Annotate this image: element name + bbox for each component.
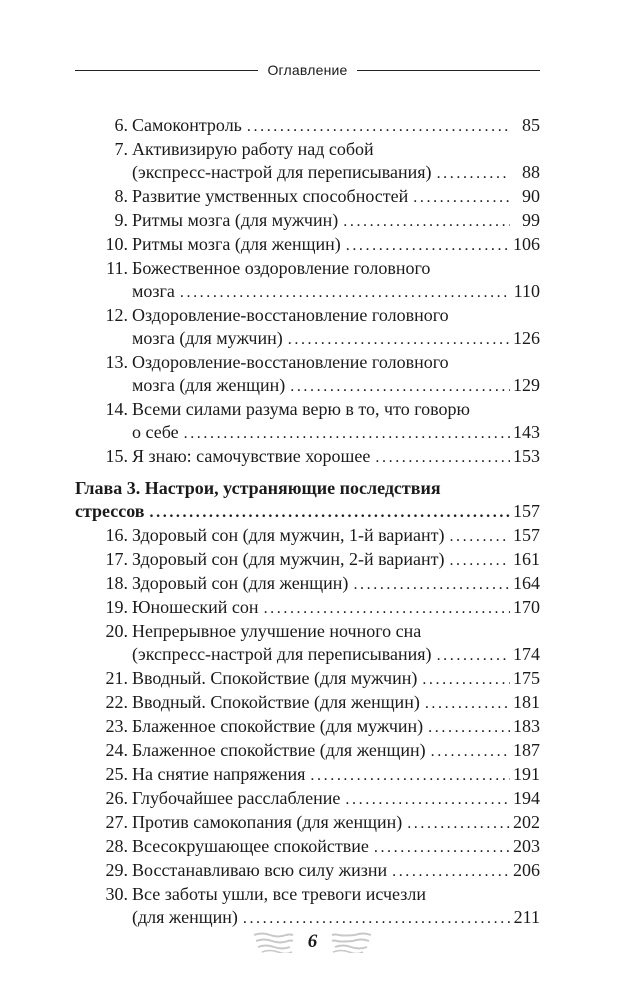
entry-number: 24. <box>105 740 128 760</box>
entry-title-line: Самоконтроль <box>132 115 242 135</box>
entry-number: 7. <box>114 139 128 159</box>
entry-page-number: 191 <box>513 764 540 784</box>
entry-number: 27. <box>105 812 128 832</box>
entry-page-number: 164 <box>513 573 540 593</box>
entry-number: 19. <box>105 597 128 617</box>
entry-number: 16. <box>105 525 128 545</box>
toc-entry[interactable] <box>75 787 540 811</box>
entry-title-line: Я знаю: самочувствие хорошее <box>132 446 371 466</box>
header-rule-left <box>75 70 258 71</box>
dot-leader <box>348 573 510 596</box>
toc-entry[interactable] <box>75 763 540 787</box>
dot-leader <box>283 328 510 351</box>
dot-leader <box>423 716 510 739</box>
entry-page-number: 211 <box>513 907 540 927</box>
entry-title-line: Развитие умственных способностей <box>132 186 409 206</box>
dot-leader <box>175 281 510 304</box>
entry-title-line: Восстанавливаю всю силу жизни <box>132 860 388 880</box>
toc-entry[interactable] <box>75 667 540 691</box>
dot-leader <box>370 446 510 469</box>
dot-leader <box>285 375 510 398</box>
entry-number: 8. <box>114 186 128 206</box>
entry-number: 13. <box>105 352 128 372</box>
entry-page-number: 90 <box>522 186 540 206</box>
entry-number: 9. <box>114 210 128 230</box>
entry-title-line: Непрерывное улучшение ночного сна <box>132 621 422 641</box>
entry-number: 26. <box>105 788 128 808</box>
entry-page-number: 110 <box>513 281 540 301</box>
entry-title-line: Блаженное спокойствие (для женщин) <box>132 740 426 760</box>
entry-title-line: мозга <box>132 281 175 301</box>
entry-title-line: (экспресс-настрой для переписывания) <box>132 644 432 664</box>
toc-entry[interactable] <box>75 114 540 138</box>
dot-leader <box>420 692 510 715</box>
entry-title-line: о себе <box>132 422 179 442</box>
entry-page-number: 88 <box>522 162 540 182</box>
dot-leader <box>432 162 510 185</box>
entry-page-number: 203 <box>513 836 540 856</box>
entry-title-line: Блаженное спокойствие (для мужчин) <box>132 716 424 736</box>
toc-entry[interactable] <box>75 835 540 859</box>
entry-number: 22. <box>105 692 128 712</box>
wave-ornament-right-icon <box>331 931 373 953</box>
entry-page-number: 143 <box>513 422 540 442</box>
dot-leader <box>179 422 510 445</box>
chapter-title-line: стрессов <box>75 501 145 521</box>
entry-page-number: 153 <box>513 446 540 466</box>
entry-number: 23. <box>105 716 128 736</box>
entry-page-number: 183 <box>513 716 540 736</box>
chapter-heading[interactable] <box>75 477 540 524</box>
dot-leader <box>444 549 510 572</box>
entry-number: 21. <box>105 668 128 688</box>
entry-number: 15. <box>105 446 128 466</box>
entry-number: 28. <box>105 836 128 856</box>
entry-title-line: Всесокрушающее спокойствие <box>132 836 369 856</box>
entry-page-number: 175 <box>513 668 540 688</box>
entry-page-number: 99 <box>522 210 540 230</box>
dot-leader <box>432 644 510 667</box>
entry-title-line: Активизирую работу над собой <box>132 139 374 159</box>
entry-page-number: 157 <box>513 501 540 521</box>
entry-title-line: Здоровый сон (для женщин) <box>132 573 349 593</box>
entry-page-number: 126 <box>513 328 540 348</box>
toc-entry[interactable] <box>75 596 540 620</box>
page-number: 6 <box>307 931 318 952</box>
entry-number: 25. <box>105 764 128 784</box>
toc-entry[interactable] <box>75 691 540 715</box>
dot-leader <box>387 860 510 883</box>
dot-leader <box>242 115 510 138</box>
header-rule-right <box>357 70 540 71</box>
table-of-contents <box>75 114 540 930</box>
entry-page-number: 106 <box>513 234 540 254</box>
dot-leader <box>408 186 510 209</box>
entry-title-line: Оздоровление-восстановление головного <box>132 305 449 325</box>
entry-number: 12. <box>105 305 128 325</box>
entry-title-line: (экспресс-настрой для переписывания) <box>132 162 432 182</box>
entry-title-line: (для женщин) <box>132 907 238 927</box>
toc-entry[interactable] <box>75 398 540 445</box>
toc-entry[interactable] <box>75 859 540 883</box>
entry-page-number: 187 <box>513 740 540 760</box>
entry-title-line: Вводный. Спокойствие (для женщин) <box>132 692 420 712</box>
toc-entry[interactable] <box>75 233 540 257</box>
entry-page-number: 206 <box>513 860 540 880</box>
entry-title-line: Ритмы мозга (для женщин) <box>132 234 341 254</box>
toc-entry[interactable] <box>75 524 540 548</box>
running-header <box>75 62 540 78</box>
dot-leader <box>402 812 510 835</box>
entry-page-number: 194 <box>513 788 540 808</box>
entry-number: 30. <box>105 884 128 904</box>
entry-page-number: 85 <box>522 115 540 135</box>
toc-entry[interactable] <box>75 715 540 739</box>
entry-number: 29. <box>105 860 128 880</box>
header-title: Оглавление <box>267 62 348 78</box>
dot-leader <box>444 525 510 548</box>
dot-leader <box>338 210 510 233</box>
toc-entry[interactable] <box>75 620 540 667</box>
chapter-title-line: Глава 3. Настрои, устраняющие последствия <box>75 478 441 498</box>
toc-entry[interactable] <box>75 548 540 572</box>
entry-number: 20. <box>105 621 128 641</box>
entry-title-line: Глубочайшее расслабление <box>132 788 341 808</box>
entry-title-line: Вводный. Спокойствие (для мужчин) <box>132 668 418 688</box>
toc-entry[interactable] <box>75 257 540 304</box>
entry-page-number: 170 <box>513 597 540 617</box>
entry-number: 10. <box>105 234 128 254</box>
dot-leader <box>305 764 510 787</box>
page-footer <box>0 922 625 962</box>
toc-entry[interactable] <box>75 445 540 469</box>
entry-title-line: Здоровый сон (для мужчин, 1-й вариант) <box>132 525 445 545</box>
toc-entry[interactable] <box>75 811 540 835</box>
entry-page-number: 202 <box>513 812 540 832</box>
entry-title-line: Юношеский сон <box>132 597 259 617</box>
entry-number: 17. <box>105 549 128 569</box>
toc-entry[interactable] <box>75 351 540 398</box>
entry-title-line: Ритмы мозга (для мужчин) <box>132 210 339 230</box>
dot-leader <box>340 788 510 811</box>
dot-leader <box>426 740 510 763</box>
dot-leader <box>145 501 510 524</box>
entry-number: 18. <box>105 573 128 593</box>
entry-title-line: мозга (для женщин) <box>132 375 286 395</box>
entry-number: 14. <box>105 399 128 419</box>
entry-title-line: Всеми силами разума верю в то, что говорю <box>132 399 470 419</box>
wave-ornament-left-icon <box>252 931 294 953</box>
dot-leader <box>369 836 510 859</box>
entry-title-line: Божественное оздоровление головного <box>132 258 431 278</box>
entry-page-number: 129 <box>513 375 540 395</box>
toc-entry[interactable] <box>75 739 540 763</box>
toc-entry[interactable] <box>75 572 540 596</box>
entry-number: 6. <box>114 115 128 135</box>
entry-title-line: На снятие напряжения <box>132 764 306 784</box>
entry-number: 11. <box>106 258 128 278</box>
entry-title-line: Здоровый сон (для мужчин, 2-й вариант) <box>132 549 445 569</box>
entry-page-number: 161 <box>513 549 540 569</box>
dot-leader <box>259 597 510 620</box>
entry-title-line: Против самокопания (для женщин) <box>132 812 403 832</box>
toc-entry[interactable] <box>75 304 540 351</box>
entry-page-number: 157 <box>513 525 540 545</box>
entry-title-line: Оздоровление-восстановление головного <box>132 352 449 372</box>
entry-page-number: 181 <box>513 692 540 712</box>
dot-leader <box>341 234 510 257</box>
entry-title-line: мозга (для мужчин) <box>132 328 283 348</box>
toc-entry[interactable] <box>75 209 540 233</box>
toc-entry[interactable] <box>75 138 540 185</box>
entry-title-line: Все заботы ушли, все тревоги исчезли <box>132 884 426 904</box>
dot-leader <box>417 668 510 691</box>
entry-page-number: 174 <box>513 644 540 664</box>
toc-entry[interactable] <box>75 185 540 209</box>
